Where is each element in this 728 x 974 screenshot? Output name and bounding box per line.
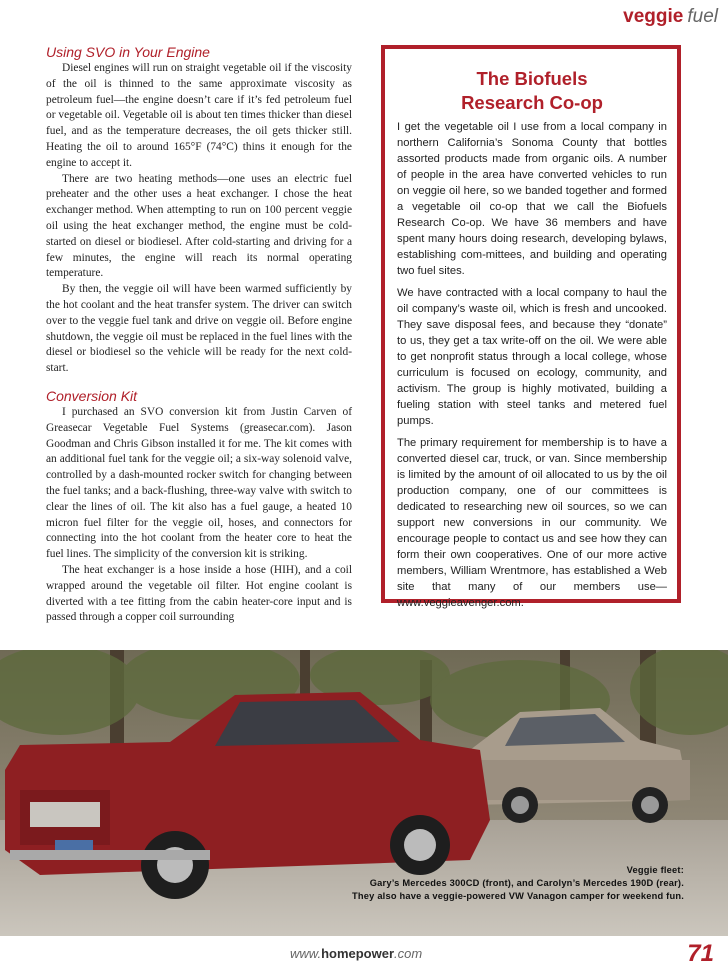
sidebar-title-line2: Research Co-op <box>461 92 603 113</box>
paragraph: By then, the veggie oil will have been warmed sufficiently by the hot coolant and the heat transfer system. The driver can switch over to the veggie fuel tank and drive on veggie oil. Before engine shutdown, the veggie oil must be replaced in the fuel lines with the diesel or biodiesel so the vehicle will be ready for the next cold-start. <box>46 283 352 375</box>
sidebar-title <box>397 67 667 115</box>
sidebar-title-line1: The Biofuels <box>476 68 588 89</box>
sidebar-paragraph: I get the vegetable oil I use from a local company in northern California’s Sonoma County that bottles assorted products made from organic oils. A number of people in the area have converted vehicles to run on veggie oil here, so we banded together and formed a vegetable oil co-op that we call the Biofuels Research Co-op. We have 36 members and have spent many hours doing research, developing bylaws, establishing com-mittees, and building and operating two fuel sites. <box>397 121 667 277</box>
site-name: homepower <box>321 946 395 961</box>
footer-website <box>290 946 422 961</box>
caption-line: Gary’s Mercedes 300CD (front), and Carolyn’s Mercedes 190D (rear). <box>369 878 684 888</box>
paragraph: There are two heating methods—one uses an electric fuel preheater and the other uses a heat exchanger. I chose the heat exchanger method. When attempting to run on 100 percent veggie oil using the heat exchanger method, the engine must be cold-started on diesel or biodiesel. After cold-starting and driving for a few minutes, the engine will reach its normal operating temperature. <box>46 172 352 280</box>
sidebar-paragraph: The primary requirement for membership is to have a converted diesel car, truck, or van. Since membership is limited by the amount of oil allocated to us by the oil production company, one of our committees is dedicated to researching new oil sources, so we can support new conversions in our community. We encourage people to contact us and see how they can form their own cooperatives. One of our more active members, William Wrentmore, has established a Web site that many of our members use—www.veggieavenger.com. <box>397 437 667 609</box>
sidebar-box <box>381 45 681 609</box>
header-word-fuel: fuel <box>687 6 718 27</box>
section-heading-svo: Using SVO in Your Engine <box>46 44 210 60</box>
caption-line: They also have a veggie-powered VW Vanagon camper for weekend fun. <box>352 891 684 901</box>
paragraph: The heat exchanger is a hose inside a hose (HIH), and a coil wrapped around the vegetable oil filter. Hot engine coolant is diverted with a tee fitting from the cabin heater-core input and is passed through a copper coil surrounding <box>46 563 352 624</box>
sidebar-paragraph: We have contracted with a local company to haul the oil company’s waste oil, which is fresh and uncooked. They save disposal fees, and because they “donate” to us, they get a tax write-off on the oil. We were able to get nonprofit status through a local college, whose curriculum is focused on ecology, community, and activism. The group is highly motivated, building a fueling station with steel tanks and metered fuel pumps. <box>397 287 667 427</box>
header-word-veggie: veggie <box>623 6 684 27</box>
page-footer <box>0 936 728 974</box>
caption-lead: Veggie fleet: <box>626 865 684 875</box>
left-article-column <box>46 43 352 626</box>
photo-caption <box>352 864 684 903</box>
site-prefix: www. <box>290 946 322 961</box>
site-suffix: .com <box>394 946 423 961</box>
page-number: 71 <box>687 940 714 967</box>
paragraph: I purchased an SVO conversion kit from Justin Carven of Greasecar Vegetable Fuel Systems (greasecar.com). Jason Goodman and Chris Gibson installed it for me. The kit comes with an additional fuel tank for the veggie oil; a six-way solenoid valve, controlled by a dash-mounted rocker switch for changing between the fuel tanks; and a back-flushing, three-way valve with switch to clear the lines of oil. The kit also has a fuel gauge, a heated 10 micron fuel filter for the veggie oil, hoses, and connectors for connecting into the hot coolant from the heater core to heat the fuel lines. The simplicity of the conversion kit is striking. <box>46 405 352 561</box>
running-header <box>623 6 718 28</box>
section-heading-conversion-kit: Conversion Kit <box>46 387 138 404</box>
paragraph: Diesel engines will run on straight vegetable oil if the viscosity of the oil is thinned to the same approximate viscosity as petroleum fuel—the engine doesn’t care if it’s fed petroleum fuel or vegetable oil. Vegetable oil is about ten times thicker than diesel fuel, and as the temperature decreases, the oil gets thicker still. Heating the oil to around 165°F (74°C) thins it enough for the engine to accept it. <box>46 62 352 169</box>
